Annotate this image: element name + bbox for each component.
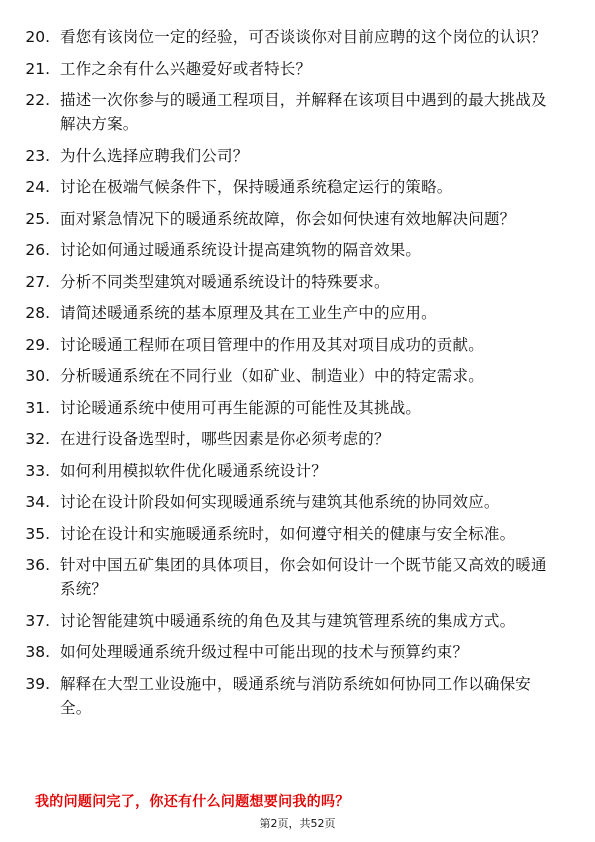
question-number: 29. bbox=[25, 335, 50, 354]
page-number: 第2页，共52页 bbox=[259, 817, 336, 830]
question-number: 31. bbox=[25, 398, 50, 417]
question-number: 23. bbox=[25, 146, 50, 165]
question-number: 32. bbox=[25, 430, 50, 448]
question-number: 30. bbox=[25, 367, 50, 385]
question-text: 请简述暖通系统的基本原理及其在工业生产中的应用。 bbox=[60, 304, 437, 322]
question-number: 37. bbox=[25, 611, 50, 630]
question-text: 讨论在设计阶段如何实现暖通系统与建筑其他系统的协同效应。 bbox=[60, 493, 500, 511]
question-item bbox=[0, 207, 595, 231]
question-text: 看您有该岗位一定的经验，可否谈谈你对目前应聘的这个岗位的认识？ bbox=[60, 28, 547, 46]
question-item bbox=[0, 57, 595, 81]
question-item bbox=[0, 459, 595, 483]
question-number: 35. bbox=[25, 524, 50, 543]
question-text: 讨论在设计和实施暖通系统时，如何遵守相关的健康与安全标准。 bbox=[60, 524, 516, 543]
question-item bbox=[0, 553, 595, 601]
question-number: 25. bbox=[25, 209, 50, 228]
question-text: 如何利用模拟软件优化暖通系统设计？ bbox=[60, 461, 327, 480]
question-text: 在进行设备选型时，哪些因素是你必须考虑的？ bbox=[60, 430, 390, 448]
question-item bbox=[0, 640, 595, 664]
question-text: 讨论暖通工程师在项目管理中的作用及其对项目成功的贡献。 bbox=[60, 335, 484, 354]
question-text: 讨论如何通过暖通系统设计提高建筑物的隔音效果。 bbox=[60, 241, 422, 259]
question-number: 28. bbox=[25, 304, 50, 322]
question-number: 22. bbox=[25, 91, 50, 109]
question-item bbox=[0, 88, 595, 136]
question-number: 36. bbox=[25, 556, 50, 574]
question-number: 24. bbox=[25, 178, 50, 196]
question-item bbox=[0, 609, 595, 633]
question-text: 讨论暖通系统中使用可再生能源的可能性及其挑战。 bbox=[60, 398, 422, 417]
question-number: 21. bbox=[25, 59, 50, 78]
question-text: 分析暖通系统在不同行业（如矿业、制造业）中的特定需求。 bbox=[60, 367, 484, 385]
question-text: 如何处理暖通系统升级过程中可能出现的技术与预算约束？ bbox=[60, 643, 469, 661]
question-item bbox=[0, 301, 595, 325]
closing-question: 我的问题问完了，你还有什么问题想要问我的吗？ bbox=[35, 794, 350, 810]
question-item bbox=[0, 144, 595, 168]
question-list bbox=[0, 25, 595, 727]
question-item bbox=[0, 427, 595, 451]
question-text: 为什么选择应聘我们公司？ bbox=[60, 146, 249, 165]
question-item bbox=[0, 270, 595, 294]
question-item bbox=[0, 25, 595, 49]
question-item bbox=[0, 175, 595, 199]
question-text: 描述一次你参与的暖通工程项目，并解释在该项目中遇到的最大挑战及解决方案。 bbox=[60, 91, 547, 133]
question-text: 分析不同类型建筑对暖通系统设计的特殊要求。 bbox=[60, 272, 390, 291]
question-text: 针对中国五矿集团的具体项目，你会如何设计一个既节能又高效的暖通系统？ bbox=[60, 556, 547, 598]
question-text: 工作之余有什么兴趣爱好或者特长？ bbox=[60, 59, 312, 78]
question-item bbox=[0, 238, 595, 262]
question-number: 38. bbox=[25, 643, 50, 661]
question-number: 33. bbox=[25, 461, 50, 480]
question-item bbox=[0, 364, 595, 388]
question-item bbox=[0, 672, 595, 720]
question-item bbox=[0, 333, 595, 357]
question-text: 讨论智能建筑中暖通系统的角色及其与建筑管理系统的集成方式。 bbox=[60, 611, 516, 630]
question-item bbox=[0, 490, 595, 514]
question-number: 27. bbox=[25, 272, 50, 291]
question-text: 讨论在极端气候条件下，保持暖通系统稳定运行的策略。 bbox=[60, 178, 453, 196]
question-number: 20. bbox=[25, 28, 50, 46]
question-text: 解释在大型工业设施中，暖通系统与消防系统如何协同工作以确保安全。 bbox=[60, 674, 532, 717]
question-number: 39. bbox=[25, 674, 50, 693]
question-number: 34. bbox=[25, 493, 50, 511]
question-text: 面对紧急情况下的暖通系统故障，你会如何快速有效地解决问题？ bbox=[60, 209, 516, 228]
question-item bbox=[0, 396, 595, 420]
question-item bbox=[0, 522, 595, 546]
question-number: 26. bbox=[25, 241, 50, 259]
